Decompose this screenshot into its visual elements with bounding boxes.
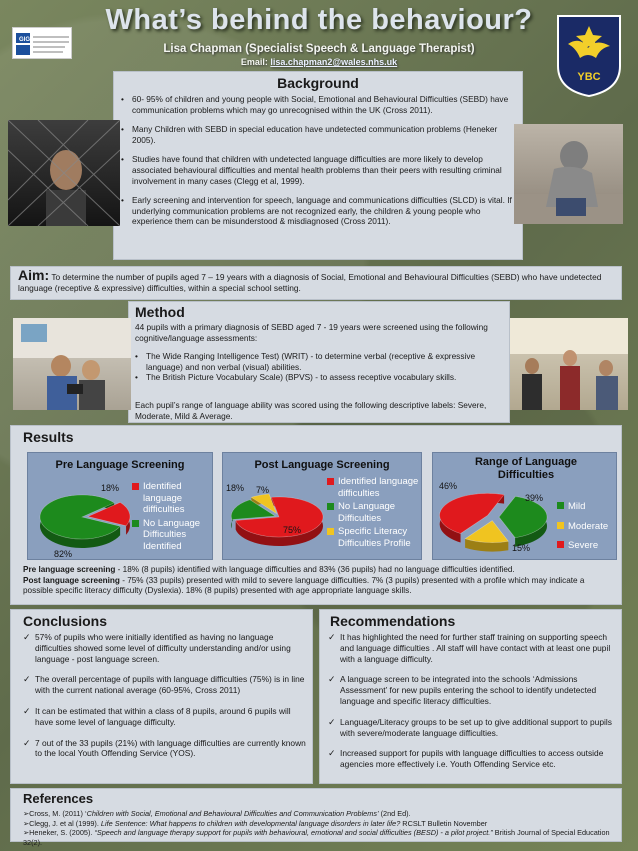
legend-swatch-red bbox=[132, 483, 139, 490]
list-item: • The Wide Ranging Intelligence Test) (WRIT) - to determine verbal (receptive & expressive language) and non verbal (visual) abilities. bbox=[135, 351, 507, 372]
legend-item bbox=[557, 501, 617, 513]
crest-text: YBC bbox=[577, 71, 601, 83]
legend-label: No Language Difficulties bbox=[338, 501, 396, 524]
chart-legend bbox=[327, 476, 419, 549]
list-item: • 60- 95% of children and young people with Social, Emotional and Behavioural Difficulties (SEBD) have communication problems which may go unrecognised within the UK (Cross 2011). bbox=[121, 94, 517, 115]
conclusions-list bbox=[23, 632, 309, 759]
photo-sad-teen bbox=[514, 124, 623, 224]
list-item: • Early screening and intervention for speech, language and communications difficulties (SLCD) is vital. If underlying communication problems are not recognized early, the children & young people who experience them can be misunderstood & misdiagnosed (Cross 2011). bbox=[121, 195, 517, 227]
background-heading: Background bbox=[277, 75, 359, 91]
list-item: ✓ Increased support for pupils with language difficulties to access outside agencies more effectively i.e. Youth Offending Service etc. bbox=[328, 748, 618, 770]
list-item: ✓ 7 out of the 33 pupils (21%) with language difficulties are currently known to the local Youth Offending Service (YOS). bbox=[23, 738, 309, 760]
list-item: • Studies have found that children with undetected language difficulties are more likely to develop associated behavioural difficulties and mental health problems than their peers with resulting criminal involvement in many cases (Clegg et al, 1999). bbox=[121, 154, 517, 186]
list-item: ✓ It has highlighted the need for further staff training on supporting speech and language difficulties . All staff will have contact with at least one pupil with a language difficulty. bbox=[328, 632, 618, 664]
data-label-18: 18% bbox=[226, 483, 245, 493]
email-link[interactable]: lisa.chapman2@wales.nhs.uk bbox=[270, 57, 398, 67]
results-post-text: - 75% (33 pupils) presented with mild to severe language difficulties. 7% (3 pupils) presented with a profile which may indicate a possible specific literacy difficulty (Dyslexia). 18% (8 pupils) presented with age appropriate language skills. bbox=[23, 575, 585, 595]
photo-boy-behind-fence bbox=[8, 120, 120, 226]
chart-title: Range of Language Difficulties bbox=[474, 456, 578, 481]
references-list bbox=[23, 809, 619, 847]
recommendations-panel bbox=[319, 609, 622, 784]
list-item: • The British Picture Vocabulary Scale) (BPVS) - to assess receptive vocabulary skills. bbox=[135, 372, 507, 383]
results-post-label: Post language screening bbox=[23, 575, 120, 585]
photo-classroom-tablet bbox=[13, 318, 131, 410]
pie-chart-pre bbox=[32, 483, 132, 559]
legend-label: No Language Difficulties Identified bbox=[143, 517, 201, 552]
list-item: • Many Children with SEBD in special education have undetected communication problems (Heneker 2005). bbox=[121, 124, 517, 145]
legend-swatch-green bbox=[132, 520, 139, 527]
legend-item bbox=[132, 481, 212, 516]
legend-swatch-red bbox=[557, 541, 564, 548]
chart-title: Pre Language Screening bbox=[55, 459, 185, 471]
data-label-7: 7% bbox=[256, 485, 270, 495]
data-label-39: 39% bbox=[525, 493, 544, 503]
reference-item: ➢Clegg, J. et al (1999). Life Sentence: What happens to children with developmental language disorders in later life? RCSLT Bulletin November bbox=[23, 818, 488, 828]
data-label-46: 46% bbox=[439, 481, 458, 491]
legend-label: Specific Literacy Difficulties Profile bbox=[338, 526, 411, 549]
data-label-18: 18% bbox=[101, 483, 120, 493]
legend-swatch-green bbox=[327, 503, 334, 510]
references-heading: References bbox=[23, 791, 94, 806]
pre-screening-chart bbox=[27, 452, 213, 560]
list-item: ✓ The overall percentage of pupils with language difficulties (75%) is in line with the current national average (60-95%, Cross 2011) bbox=[23, 674, 309, 696]
legend-label: Identified language difficulties bbox=[338, 476, 419, 499]
method-outro: Each pupil’s range of language ability was scored using the following descriptive labels: Severe, Moderate, Mild & Average. bbox=[135, 400, 487, 421]
conclusions-panel bbox=[10, 609, 313, 784]
recommendations-list bbox=[328, 632, 618, 770]
email-label: Email: bbox=[240, 57, 268, 67]
legend-swatch-red bbox=[327, 478, 334, 485]
data-label-75: 75% bbox=[283, 525, 302, 535]
references-panel bbox=[10, 788, 622, 847]
school-crest bbox=[556, 14, 622, 98]
reference-item: ➢Heneker, S. (2005). “Speech and language therapy support for pupils with behavioural, emotional and social difficulties (BESD) - a pilot project.” British Journal of Special Education 32(2). bbox=[23, 828, 610, 847]
conclusions-heading: Conclusions bbox=[23, 613, 108, 629]
email-line bbox=[0, 57, 638, 67]
reference-item: ➢Cross, M. (2011) ‘Children with Social, Emotional and Behavioural Difficulties and Communication Problems’ (2nd Ed). bbox=[23, 809, 411, 818]
method-panel bbox=[128, 301, 510, 423]
recommendations-heading: Recommendations bbox=[330, 613, 456, 629]
legend-label: Identified language difficulties bbox=[143, 481, 185, 515]
background-panel bbox=[113, 71, 523, 260]
results-summary bbox=[23, 565, 615, 597]
pie-chart-post bbox=[225, 481, 329, 561]
aim-heading: Aim: bbox=[18, 267, 50, 283]
range-chart bbox=[432, 452, 617, 560]
data-label-15: 15% bbox=[512, 543, 531, 553]
data-label-82: 82% bbox=[54, 549, 73, 559]
chart-legend bbox=[132, 481, 212, 552]
logo-text-gig: GIG NHS bbox=[19, 37, 45, 43]
results-heading: Results bbox=[23, 429, 74, 445]
photo-group-session bbox=[510, 318, 628, 410]
legend-item bbox=[327, 476, 419, 499]
aim-body: To determine the number of pupils aged 7 – 19 years with a diagnosis of Social, Emotional and Behavioural Difficulties (SEBD) who have undetected language (receptive & expressive) difficulties, within a special school setting. bbox=[18, 272, 602, 293]
list-item: ✓ It can be estimated that within a class of 8 pupils, around 6 pupils will have some level of language difficulty. bbox=[23, 706, 309, 728]
legend-swatch-yellow bbox=[327, 528, 334, 535]
legend-label: Moderate bbox=[568, 520, 609, 532]
legend-item bbox=[327, 526, 419, 549]
aim-panel bbox=[10, 266, 622, 300]
chart-title: Post Language Screening bbox=[254, 459, 390, 471]
list-item: ✓ Language/Literacy groups to be set up to give additional support to pupils with severe/moderate language difficulties. bbox=[328, 717, 618, 739]
post-screening-chart bbox=[222, 452, 422, 560]
results-panel bbox=[10, 425, 622, 605]
legend-item bbox=[327, 501, 419, 524]
legend-label: Severe bbox=[568, 540, 599, 551]
method-intro: 44 pupils with a primary diagnosis of SEBD aged 7 - 19 years were screened using the following cognitive/language assessments: bbox=[135, 322, 488, 343]
chart-legend bbox=[557, 501, 617, 552]
legend-item bbox=[557, 540, 617, 552]
author-line: Lisa Chapman (Specialist Speech & Language Therapist) bbox=[163, 43, 475, 55]
results-pre-label: Pre language screening bbox=[23, 565, 116, 574]
results-pre-text: - 18% (8 pupils) identified with language difficulties and 83% (36 pupils) had no language difficulties identified. bbox=[115, 565, 515, 574]
background-list bbox=[121, 94, 517, 227]
legend-label: Mild bbox=[568, 501, 586, 512]
list-item: ✓ 57% of pupils who were initially identified as having no language difficulties showed some level of difficulty understanding and/or using language - post language screen. bbox=[23, 632, 309, 664]
legend-item bbox=[557, 521, 617, 533]
method-heading: Method bbox=[135, 304, 185, 320]
legend-swatch-yellow bbox=[557, 522, 564, 529]
method-list bbox=[135, 351, 507, 383]
list-item: ✓ A language screen to be integrated into the schools ‘Admissions Assessment’ for new pupils entering the school to identify undetected language and specific literacy difficulties. bbox=[328, 674, 618, 706]
legend-swatch-green bbox=[557, 502, 564, 509]
poster-title: What’s behind the behaviour? bbox=[105, 4, 533, 36]
aim-text bbox=[18, 267, 618, 294]
legend-item bbox=[132, 518, 212, 553]
